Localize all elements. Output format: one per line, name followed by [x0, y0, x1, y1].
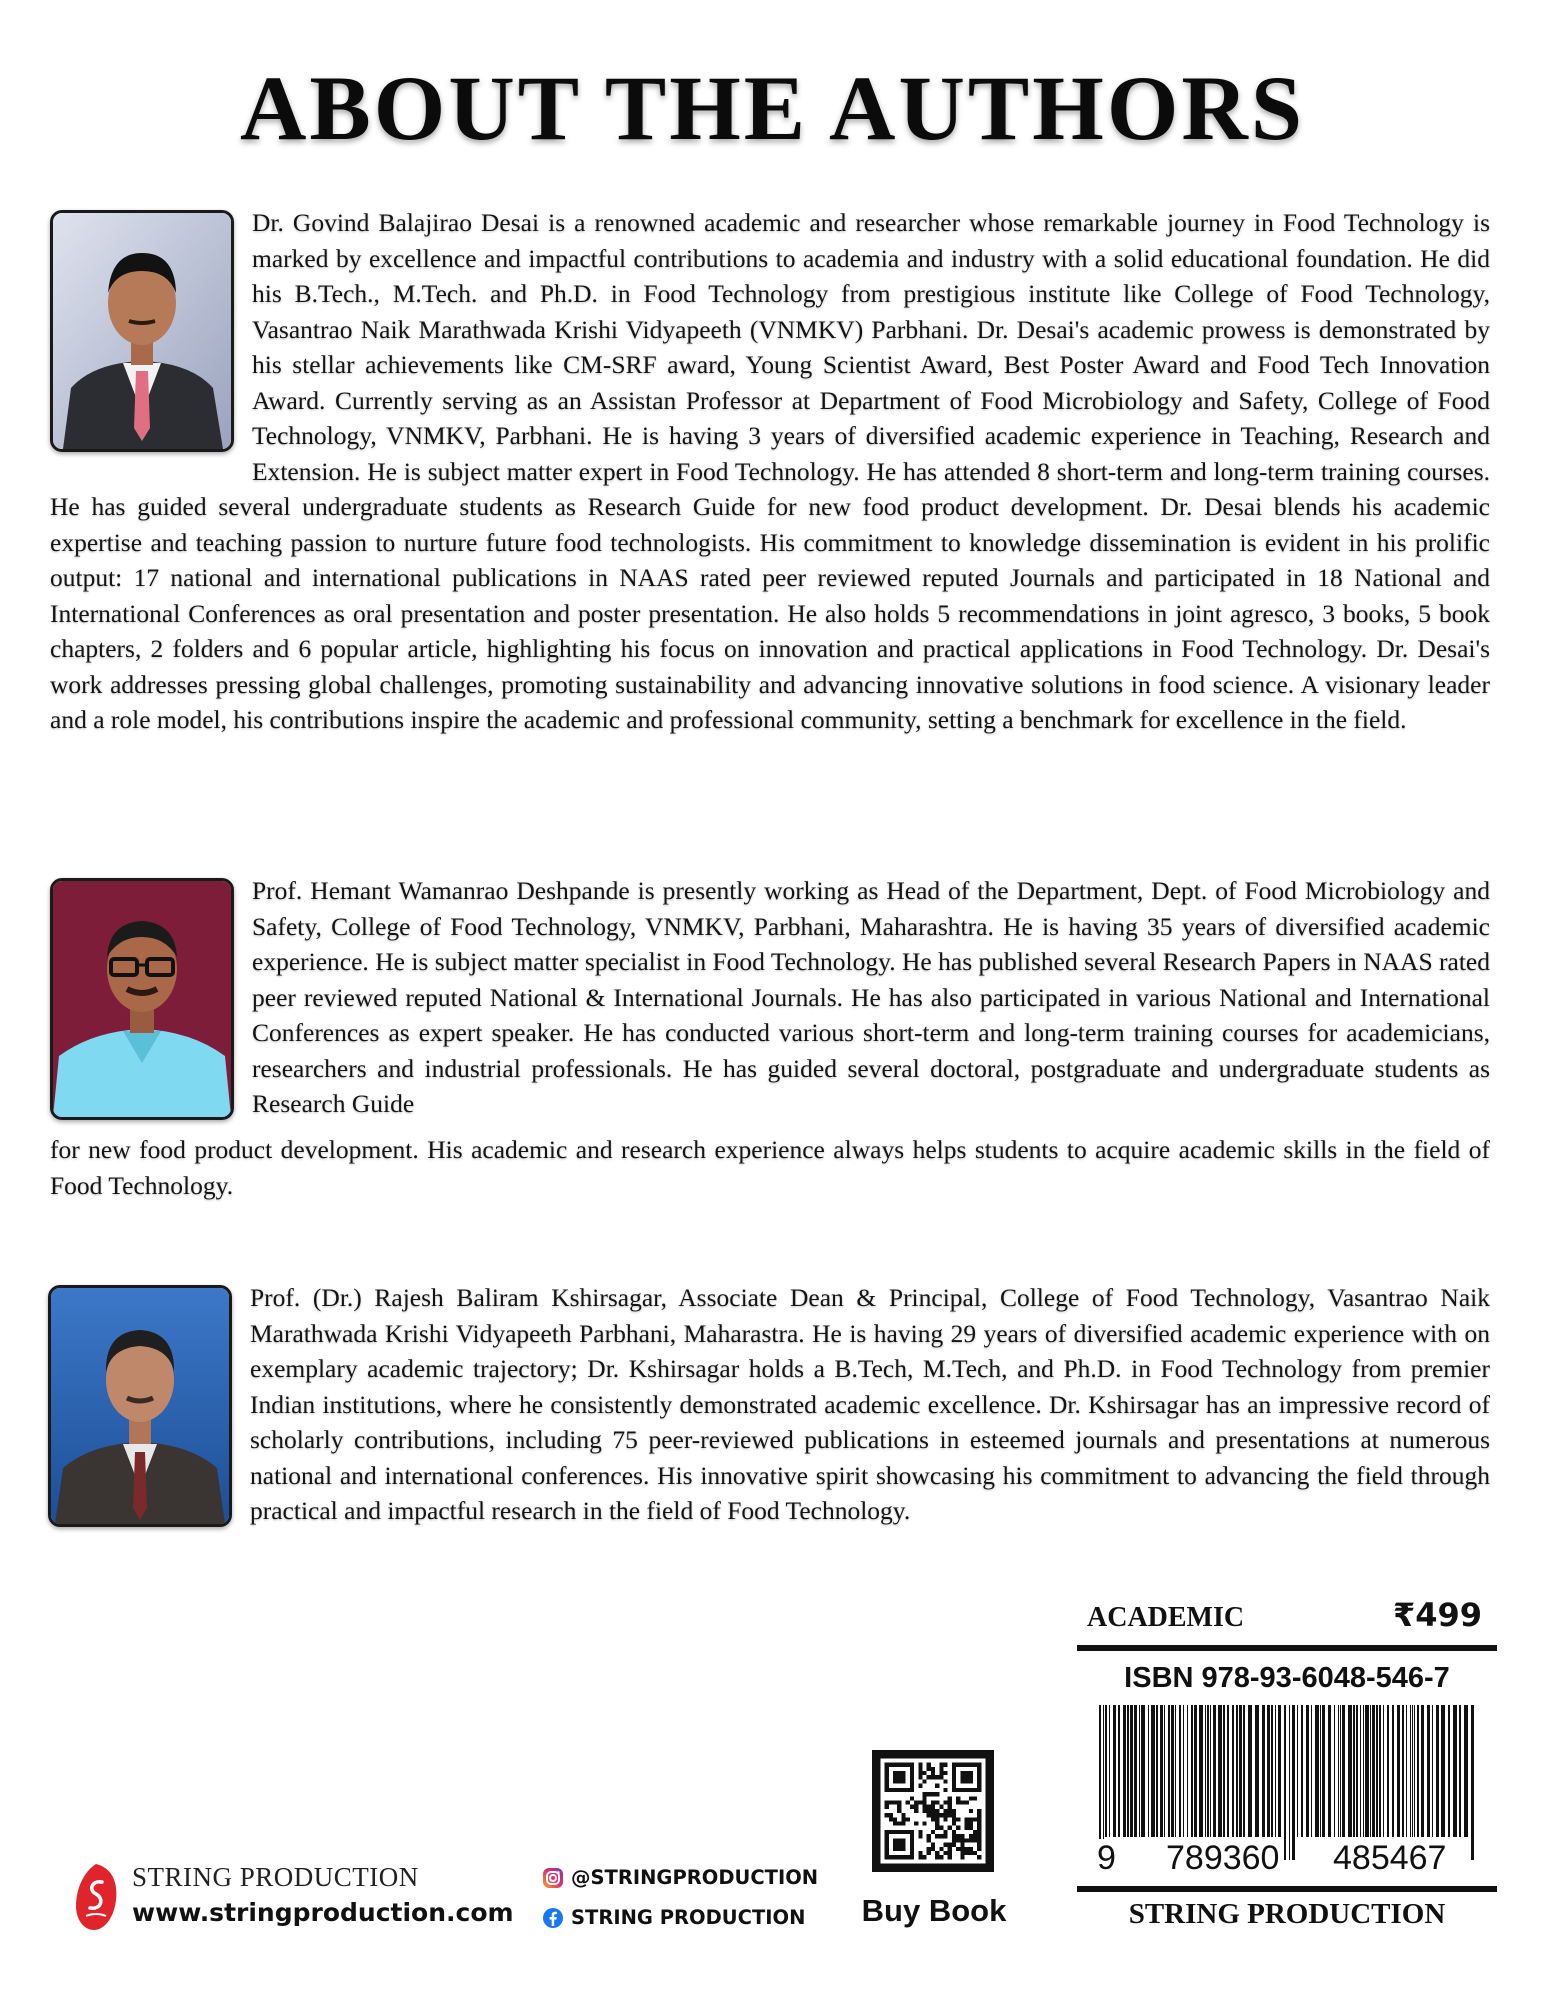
instagram-icon [542, 1867, 564, 1889]
divider-bottom [1077, 1886, 1497, 1892]
author-photo-kshirsagar [48, 1285, 232, 1527]
buy-book-label[interactable]: Buy Book [861, 1893, 1007, 1928]
qr-code-image[interactable] [872, 1747, 994, 1875]
author-bio-text: Prof. Hemant Wamanrao Deshpande is presently working as Head of the Department, Dept. of Food Microbiology and Safety, College of Food Technology, VNMKV, Parbhani, Maharashtra. He is having 35 years of diversified academic experience. He is subject matter specialist in Food Technology. He has published several Research Papers in NAAS rated peer reviewed reputed National & International Journals. He has also participated in various National and International Conferences as expert speaker. He has conducted various short-term and long-term training courses for academicians, researchers and industrial professionals. He has guided several doctoral, postgraduate and undergraduate students as Research Guide [252, 876, 1490, 1118]
page-title: ABOUT THE AUTHORS [239, 57, 1306, 159]
facebook-icon [542, 1907, 564, 1929]
publisher-website-link[interactable]: www.stringproduction.com [132, 1898, 514, 1927]
publisher-logo-icon [72, 1862, 120, 1932]
publisher-name: STRING PRODUCTION [132, 1862, 419, 1892]
isbn-label: ISBN 978-93-6048-546-7 [1124, 1662, 1450, 1694]
facebook-page[interactable] [542, 1906, 805, 1929]
barcode-digits-group2: 485467 [1329, 1839, 1450, 1877]
barcode-digits-group1: 789360 [1162, 1839, 1283, 1877]
imprint-label: STRING PRODUCTION [1128, 1898, 1446, 1930]
divider-top [1077, 1645, 1497, 1651]
barcode-digit-lead: 9 [1093, 1839, 1120, 1877]
price-label: ₹499 [1392, 1596, 1482, 1634]
author-photo-desai [50, 210, 234, 452]
barcode-image [1095, 1705, 1481, 1860]
author-bio-text: Dr. Govind Balajirao Desai is a renowned academic and researcher whose remarkable journey in Food Technology is marked by excellence and impactful contributions to academia and industry with a solid educational foundation. He did his B.Tech., M.Tech. and Ph.D. in Food Technology from prestigious institute like College of Food Technology, Vasantrao Naik Marathwada Krishi Vidyapeeth (VNMKV) Parbhani. Dr. Desai's academic prowess is demonstrated by his stellar achievements like CM-SRF award, Young Scientist Award, Best Poster Award and Food Tech Innovation Award. Currently serving as an Assistan Professor at Department of Food Microbiology and Safety, College of Food Technology, VNMKV, Parbhani. He is having 3 years of diversified academic experience in Teaching, Research and Extension. He is subject matter expert in Food Technology. He has attended 8 short-term and long-term training courses. He has guided several undergraduate students as Research Guide for new food product development. Dr. Desai blends his academic expertise and teaching passion to nurture future food technologists. His commitment to knowledge dissemination is evident in his prolific output: 17 national and international publications in NAAS rated peer reviewed reputed Journals and participated in 18 National and International Conferences as oral presentation and poster presentation. He also holds 5 recommendations in joint agresco, 3 books, 5 book chapters, 2 folders and 6 popular article, highlighting his focus on innovation and practical applications in Food Technology. Dr. Desai's work addresses pressing global challenges, promoting sustainability and advancing innovative solutions in food science. A visionary leader and a role model, his contributions inspire the academic and professional community, setting a benchmark for excellence in the field. [50, 208, 1490, 734]
instagram-handle-text: @STRINGPRODUCTION [571, 1866, 819, 1889]
author-bio-kshirsagar [50, 1280, 1490, 1533]
author-bio-text: Prof. (Dr.) Rajesh Baliram Kshirsagar, Associate Dean & Principal, College of Food Technology, Vasantrao Naik Marathwada Krishi Vidyapeeth Parbhani, Maharastra. He is having 29 years of diversified academic experience with on exemplary academic trajectory; Dr. Kshirsagar holds a B.Tech, M.Tech, and Ph.D. in Food Technology from premier Indian institutions, where he consistently demonstrated academic excellence. Dr. Kshirsagar has an impressive record of scholarly contributions, including 75 peer-reviewed publications in esteemed journals and presentations at numerous national and international conferences. His innovative spirit showcasing his commitment to advancing the field through practical and impactful research in the field of Food Technology. [250, 1283, 1490, 1525]
author-photo-deshpande [50, 878, 234, 1120]
instagram-handle[interactable] [542, 1866, 818, 1889]
author-bio-deshpande [50, 873, 1490, 1126]
genre-label: ACADEMIC [1087, 1602, 1245, 1633]
author-bio-desai [50, 205, 1490, 738]
author-bio-continued: for new food product development. His academic and research experience always helps students to acquire academic skills in the field of Food Technology. [50, 1135, 1490, 1200]
facebook-page-text: STRING PRODUCTION [571, 1906, 806, 1929]
